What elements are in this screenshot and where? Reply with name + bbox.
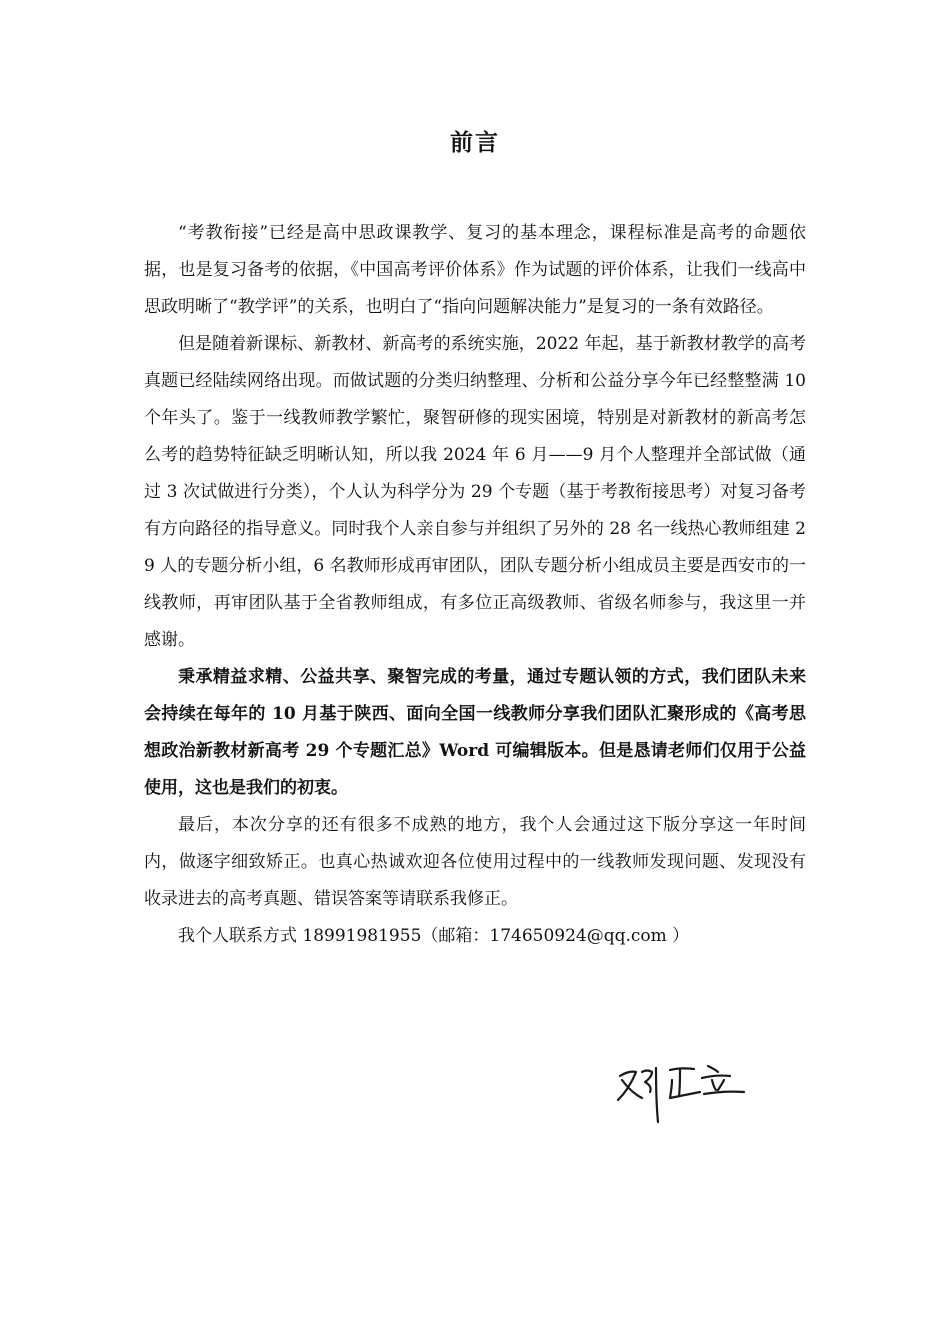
contact-paragraph: 我个人联系方式 18991981955（邮箱：174650924@qq.com ） bbox=[178, 926, 690, 946]
paragraph-4: 最后，本次分享的还有很多不成熟的地方，我个人会通过这下版分享这一年时间内，做逐字细致矫正。也真心热诚欢迎各位使用过程中的一线教师发现问题、发现没有收录进去的高考真题、错误答案等请联系我修正。 bbox=[144, 815, 806, 909]
paragraph-3-emphasis: 秉承精益求精、公益共享、聚智完成的考量，通过专题认领的方式，我们团队未来会持续在每年的 10 月基于陕西、面向全国一线教师分享我们团队汇聚形成的《高考思想政治新教材新高考 29 个专题汇总》Word 可编辑版本。但是恳请老师们仅用于公益使用，这也是我们的初衷。 bbox=[144, 667, 806, 798]
preface-body bbox=[144, 215, 806, 955]
handwritten-signature bbox=[612, 1050, 752, 1130]
page-title: 前言 bbox=[450, 130, 500, 156]
paragraph-1: “考教衔接”已经是高中思政课教学、复习的基本理念，课程标准是高考的命题依据，也是复习备考的依据，《中国高考评价体系》作为试题的评价体系，让我们一线高中思政明晰了“教学评”的关系，也明白了“指向问题解决能力”是复习的一条有效路径。 bbox=[144, 223, 806, 317]
paragraph-2: 但是随着新课标、新教材、新高考的系统实施，2022 年起，基于新教材教学的高考真题已经陆续网络出现。而做试题的分类归纳整理、分析和公益分享今年已经整整满 10 个年头了。鉴于一线教师教学繁忙，聚智研修的现实困境，特别是对新教材的新高考怎么考的趋势特征缺乏明晰认知，所以我 2024 年 6 月——9 月个人整理并全部试做（通过 3 次试做进行分类），个人认为科学分为 29 个专题（基于考教衔接思考）对复习备考有方向路径的指导意义。同时我个人亲自参与并组织了另外的 28 名一线热心教师组建 29 人的专题分析小组，6 名教师形成再审团队，团队专题分析小组成员主要是西安市的一线教师，再审团队基于全省教师组成，有多位正高级教师、省级名师参与，我这里一并感谢。 bbox=[144, 334, 806, 650]
